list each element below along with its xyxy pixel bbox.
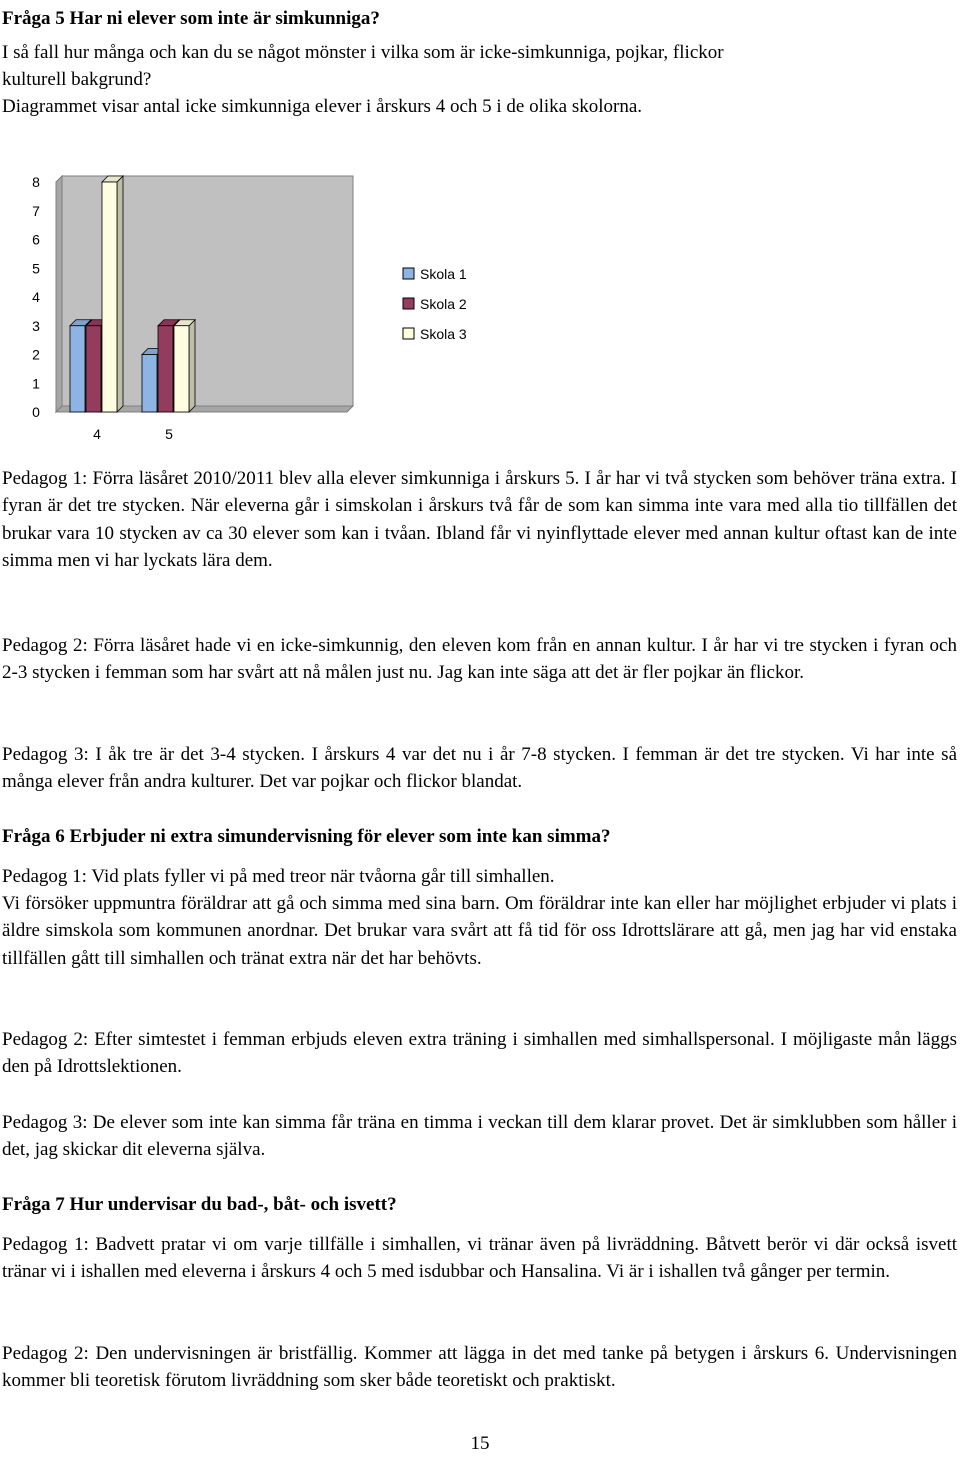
fraga6-pedagog1: Vi försöker uppmuntra föräldrar att gå och simma med sina barn. Om föräldrar inte kan eller har möjlighet erbjuder vi plats i äldre simskola som kommunen anordnar. Det brukar vara svårt att få tid för oss Idrottslärare att gå, men jag har vid enstaka tillfällen gått till simhallen och tränat extra när det har behövts. [2,893,957,969]
y-tick-label: 7 [32,202,40,219]
fraga6-pedagog2: Pedagog 2: Efter simtestet i femman erbjuds eleven extra träning i simhallen med simhallspersonal. I möjligaste mån läggs den på Idrottslektionen. [2,1029,957,1078]
x-tick-label: 5 [165,426,173,442]
bar-side [117,176,123,412]
y-tick-label: 3 [32,317,40,334]
bar [174,326,189,412]
side-wall [56,176,62,412]
chart-legend [403,266,467,342]
page-number: 15 [470,1433,490,1454]
fraga6-pedagog1-line: Pedagog 1: Vid plats fyller vi på med treor när tvåorna går till simhallen. [2,866,555,887]
fraga5-question-line2: kulturell bakgrund? [2,69,152,90]
legend-swatch [403,268,414,279]
bar [86,326,101,412]
fraga6-heading: Fråga 6 Erbjuder ni extra simundervisning för elever som inte kan simma? [2,826,611,847]
x-tick-label: 4 [93,426,101,442]
fraga6-pedagog3: Pedagog 3: De elever som inte kan simma får träna en timma i veckan till dem klarar provet. Det är simklubben som håller i det, jag skickar dit eleverna själva. [2,1112,957,1161]
bar [158,326,173,412]
bar [142,355,157,413]
fraga5-pedagog2: Pedagog 2: Förra läsåret hade vi en icke-simkunnig, den eleven kom från en annan kultur. I år har vi tre stycken i fyran och 2-3 stycken i femman som har svårt att nå målen just nu. Jag kan inte säga att det är fler pojkar än flickor. [2,635,957,684]
x-axis-ticks [93,426,173,442]
legend-swatch [403,298,414,309]
y-tick-label: 0 [32,404,40,420]
legend-label: Skola 3 [420,326,467,342]
fraga5-heading: Fråga 5 Har ni elever som inte är simkunniga? [2,8,380,29]
y-axis-ticks [32,174,40,420]
y-tick-label: 4 [32,289,40,305]
bar-side [189,320,195,412]
bar-chart [20,168,500,453]
y-tick-label: 8 [32,174,40,190]
fraga7-pedagog1: Pedagog 1: Badvett pratar vi om varje tillfälle i simhallen, vi tränar även på livräddning. Båtvett berör vi där också isvett tränar vi i ishallen med eleverna i årskurs 4 och 5 med isdubbar och Hansalina. Vi är i ishallen två gånger per termin. [2,1234,957,1283]
fraga7-pedagog2: Pedagog 2: Den undervisningen är bristfällig. Kommer att lägga in det med tanke på betygen i årskurs 6. Undervisningen kommer bli teoretisk förutom livräddning som sker både teoretiskt och praktiskt. [2,1343,957,1392]
legend-label: Skola 2 [420,296,467,312]
chart-intro: Diagrammet visar antal icke simkunniga elever i årskurs 4 och 5 i de olika skolorna. [2,96,643,117]
fraga5-pedagog3: Pedagog 3: I åk tre är det 3-4 stycken. I årskurs 4 var det nu i år 7-8 stycken. I femman är det tre stycken. Vi har inte så många elever från andra kulturer. Det var pojkar och flickor blandat. [2,744,957,793]
y-tick-label: 5 [32,260,40,277]
y-tick-label: 1 [32,375,40,392]
y-tick-label: 2 [32,346,40,363]
fraga7-heading: Fråga 7 Hur undervisar du bad-, båt- och isvett? [2,1194,397,1215]
fraga5-question-line1: I så fall hur många och kan du se något mönster i vilka som är icke-simkunniga, pojkar, flickor [2,42,724,63]
y-tick-label: 6 [32,231,40,248]
legend-label: Skola 1 [420,266,467,282]
fraga5-pedagog1: Pedagog 1: Förra läsåret 2010/2011 blev alla elever simkunniga i årskurs 5. I år har vi två stycken som behöver träna extra. I fyran är det tre stycken. När eleverna går i simskolan i årskurs två får de som kan simma inte vara med alla tio tillfällen det brukar vara 10 stycken av ca 30 elever som kan i tvåan. Ibland får vi nyinflyttade elever med annan kultur oftast kan de inte simma men vi har lyckats lära dem. [2,468,957,571]
bar [70,326,85,412]
bar [102,182,117,412]
legend-swatch [403,328,414,339]
